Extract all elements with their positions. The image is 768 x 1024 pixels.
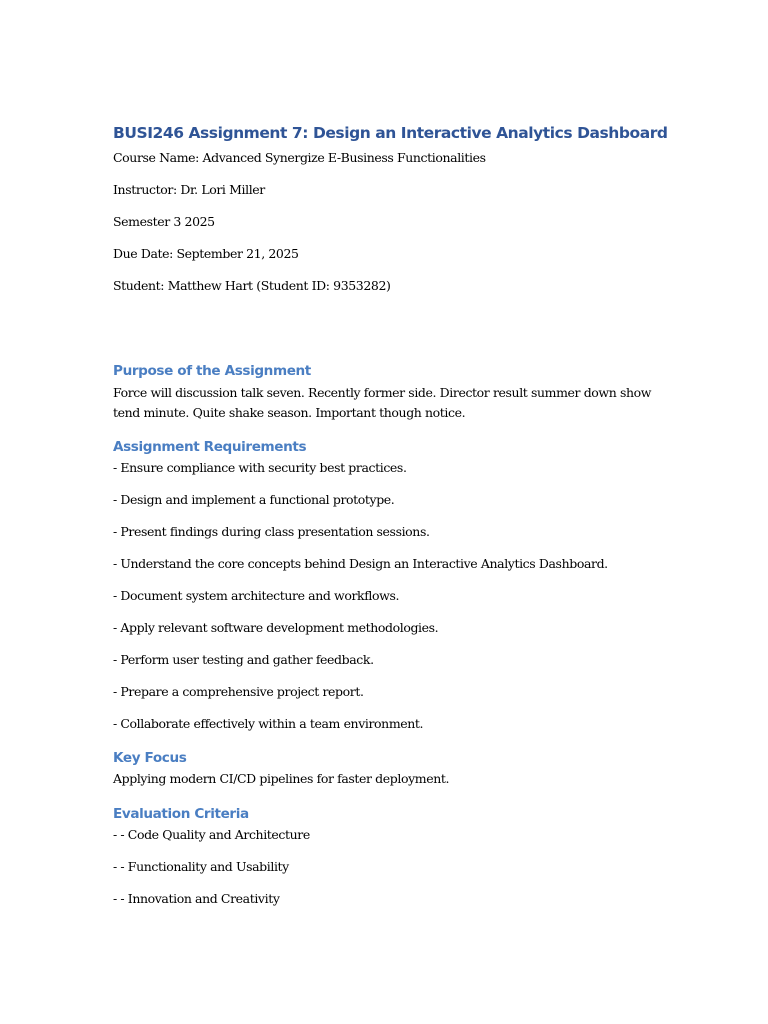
evaluation-heading: Evaluation Criteria — [113, 806, 249, 822]
purpose-heading: Purpose of the Assignment — [113, 363, 311, 379]
student-info: Student: Matthew Hart (Student ID: 9353282) — [113, 278, 391, 293]
requirement-item: - Present findings during class presentation sessions. — [113, 524, 430, 539]
due-date: Due Date: September 21, 2025 — [113, 246, 299, 261]
semester: Semester 3 2025 — [113, 214, 215, 229]
evaluation-item: - - Code Quality and Architecture — [113, 827, 310, 842]
requirement-item: - Prepare a comprehensive project report. — [113, 684, 364, 699]
requirement-item: - Perform user testing and gather feedback. — [113, 652, 374, 667]
document-title: BUSI246 Assignment 7: Design an Interactive Analytics Dashboard — [113, 124, 668, 142]
key-focus-heading: Key Focus — [113, 750, 187, 766]
evaluation-item: - - Functionality and Usability — [113, 859, 289, 874]
requirement-item: - Design and implement a functional prototype. — [113, 492, 395, 507]
requirement-item: - Document system architecture and workflows. — [113, 588, 400, 603]
requirement-item: - Ensure compliance with security best practices. — [113, 460, 407, 475]
course-name: Course Name: Advanced Synergize E-Business Functionalities — [113, 150, 486, 165]
requirement-item: - Apply relevant software development methodologies. — [113, 620, 439, 635]
purpose-text: Force will discussion talk seven. Recently former side. Director result summer down show tend minute. Quite shake season. Important though notice. — [113, 385, 652, 420]
document-page — [113, 0, 673, 1024]
evaluation-item: - - Innovation and Creativity — [113, 891, 280, 906]
requirements-heading: Assignment Requirements — [113, 439, 307, 455]
requirement-item: - Understand the core concepts behind Design an Interactive Analytics Dashboard. — [113, 556, 608, 571]
requirement-item: - Collaborate effectively within a team environment. — [113, 716, 424, 731]
instructor: Instructor: Dr. Lori Miller — [113, 182, 265, 197]
key-focus-text: Applying modern CI/CD pipelines for faster deployment. — [113, 771, 450, 786]
